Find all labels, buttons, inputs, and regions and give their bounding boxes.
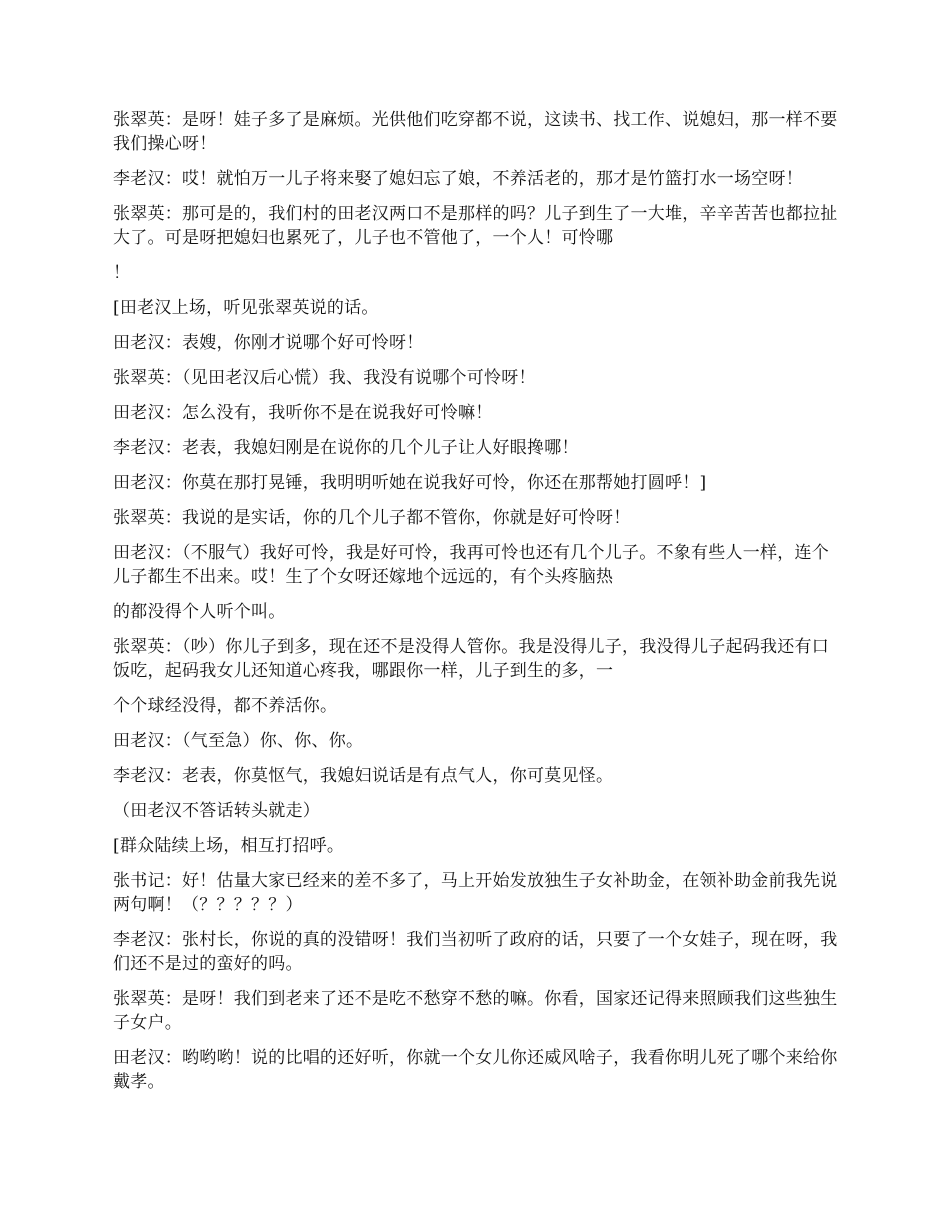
- paragraph: 李老汉：哎！就怕万一儿子将来娶了媳妇忘了娘，不养活老的，那才是竹篮打水一场空呀！: [113, 169, 803, 189]
- paragraph: 李老汉：老表，你莫怄气，我媳妇说话是有点气人，你可莫见怪。: [113, 766, 614, 786]
- paragraph: 田老汉：表嫂，你刚才说哪个好可怜呀！: [113, 333, 424, 353]
- paragraph: 田老汉：哟哟哟！说的比唱的还好听，你就一个女儿你还威风啥子，我看你明儿死了哪个来给你戴孝。: [113, 1048, 838, 1092]
- paragraph: 张翠英：（吵）你儿子到多，现在还不是没得人管你。我是没得儿子，我没得儿子起码我还有口饭吃，起码我女儿还知道心疼我，哪跟你一样，儿子到生的多，一: [113, 637, 829, 681]
- stage-direction: [群众陆续上场，相互打招呼。: [113, 836, 345, 856]
- stage-direction: （田老汉不答话转头就走）: [113, 801, 320, 821]
- paragraph: 个个球经没得，都不养活你。: [113, 696, 338, 716]
- paragraph: 张翠英：是呀！娃子多了是麻烦。光供他们吃穿都不说，这读书、找工作、说媳妇，那一样不要我们操心呀！: [113, 110, 838, 154]
- paragraph: 田老汉：（气至急）你、你、你。: [113, 731, 364, 751]
- paragraph: ！: [113, 263, 131, 283]
- paragraph: 田老汉：你莫在那打晃锤，我明明听她在说我好可怜，你还在那帮她打圆呼！]: [113, 473, 707, 493]
- stage-direction: [田老汉上场，听见张翠英说的话。: [113, 298, 379, 318]
- paragraph: 李老汉：张村长，你说的真的没错呀！我们当初听了政府的话，只要了一个女娃子，现在呀，我们还不是过的蛮好的吗。: [113, 930, 838, 974]
- paragraph: 张翠英：是呀！我们到老来了还不是吃不愁穿不愁的嘛。你看，国家还记得来照顾我们这些独生子女户。: [113, 989, 838, 1033]
- paragraph: 的都没得个人听个叫。: [113, 602, 286, 622]
- script-text-body: [113, 108, 840, 1105]
- paragraph: 田老汉：怎么没有，我听你不是在说我好可怜嘛！: [113, 403, 493, 423]
- paragraph: 田老汉：（不服气）我好可怜，我是好可怜，我再可怜也还有几个儿子。不象有些人一样，连个儿子都生不出来。哎！生了个女呀还嫁地个远远的，有个头疼脑热: [113, 543, 829, 587]
- paragraph: 张书记：好！估量大家已经来的差不多了，马上开始发放独生子女补助金，在领补助金前我先说两句啊！（？？？？？）: [113, 871, 838, 915]
- paragraph: 张翠英：我说的是实话，你的几个儿子都不管你，你就是好可怜呀！: [113, 508, 631, 528]
- paragraph: 张翠英：（见田老汉后心慌）我、我没有说哪个可怜呀！: [113, 368, 536, 388]
- paragraph: 张翠英：那可是的，我们村的田老汉两口不是那样的吗？儿子到生了一大堆，辛辛苦苦也都拉扯大了。可是呀把媳妇也累死了，儿子也不管他了，一个人！可怜哪: [113, 204, 838, 248]
- paragraph: 李老汉：老表，我媳妇刚是在说你的几个儿子让人好眼搀哪！: [113, 438, 579, 458]
